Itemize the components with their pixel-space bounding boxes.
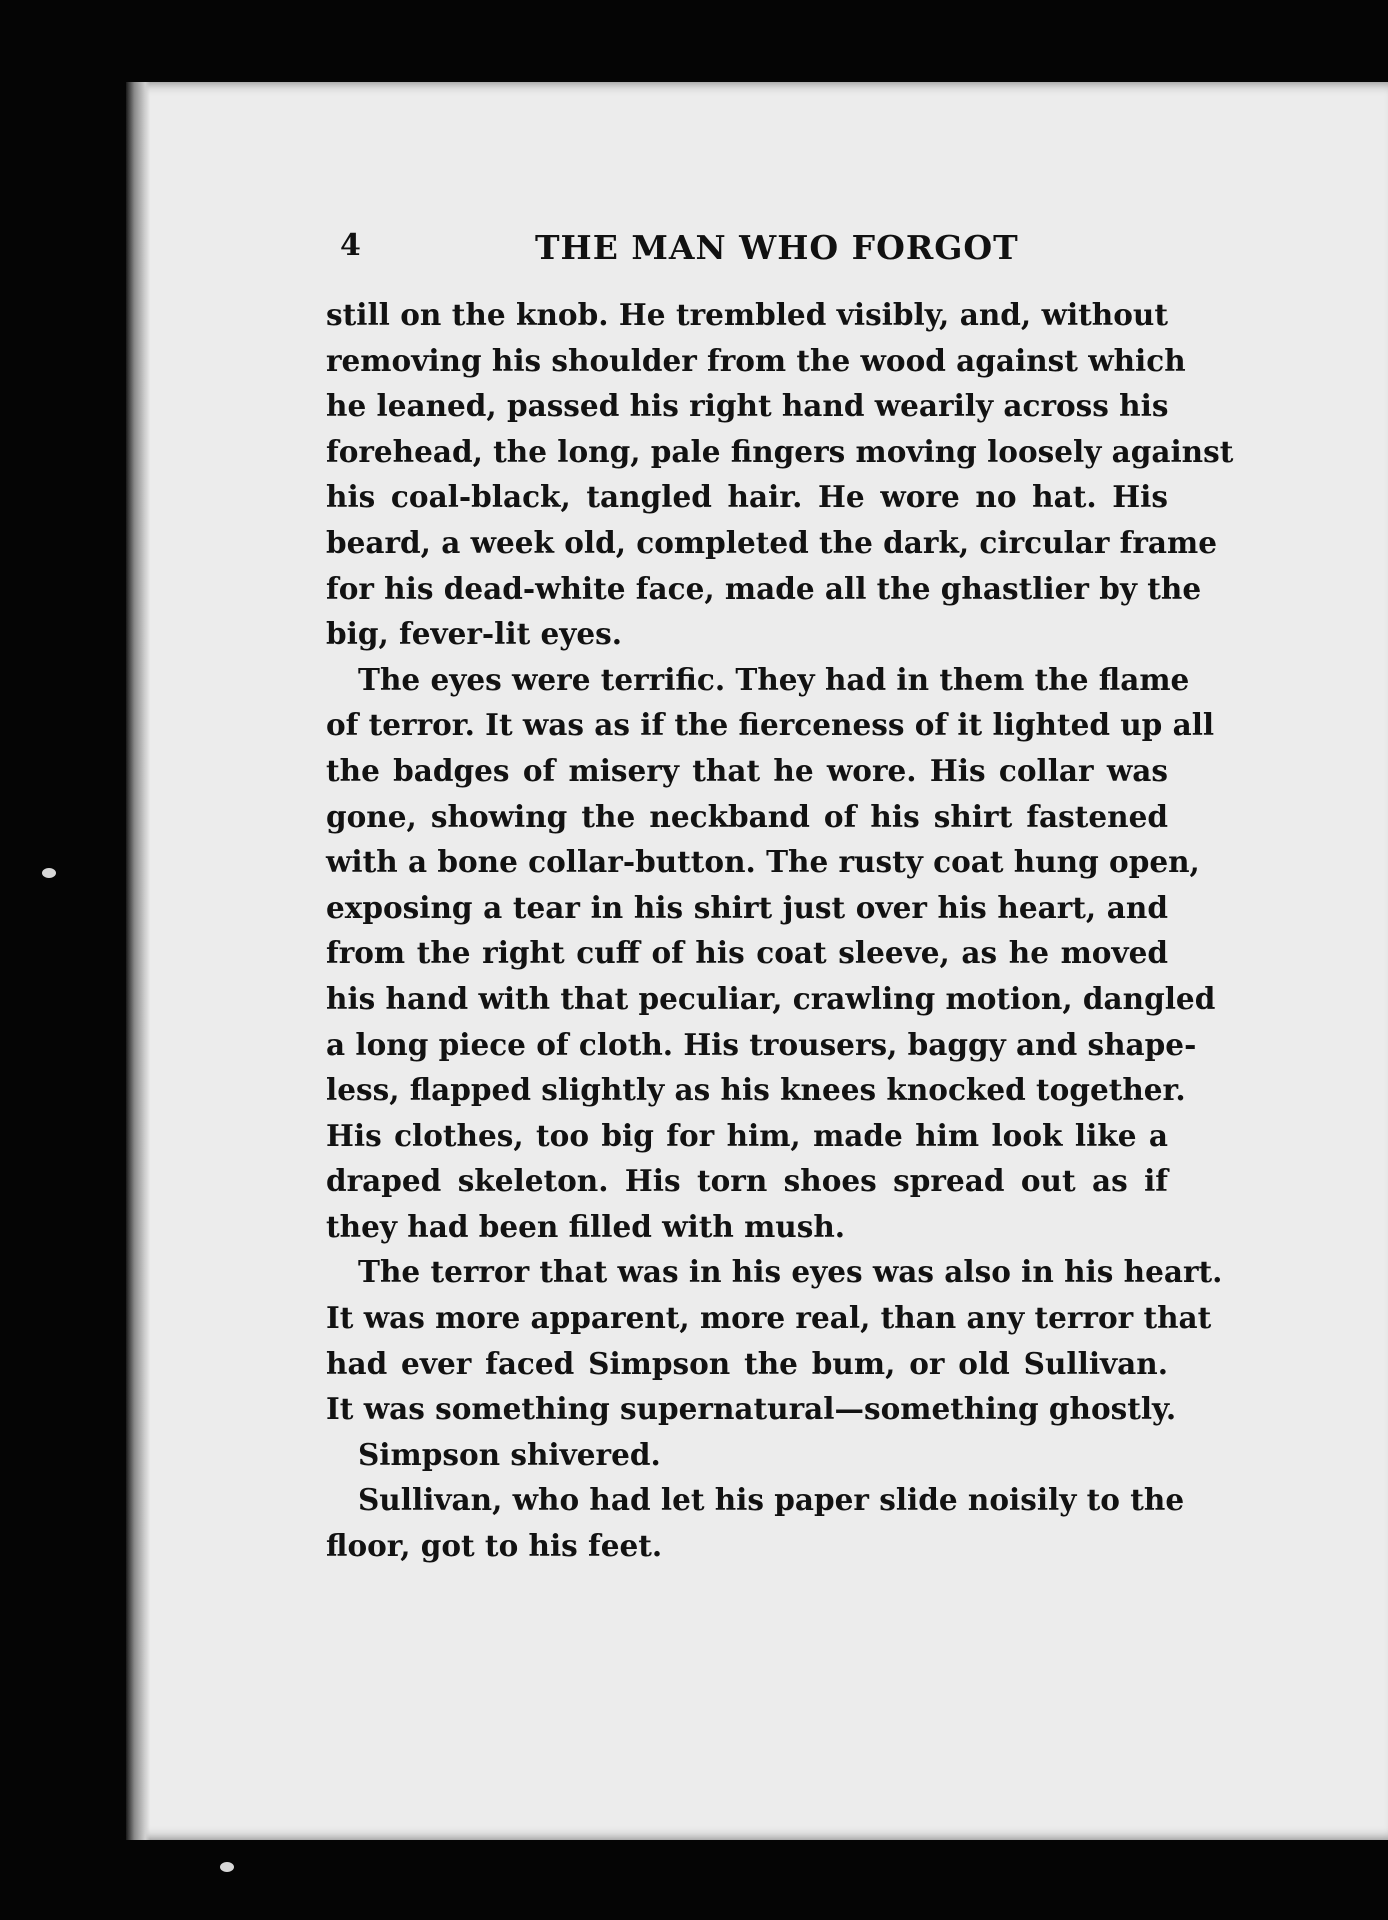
running-title: THE MAN WHO FORGOT xyxy=(535,228,1019,267)
text-line: Simpson shivered. xyxy=(358,1436,661,1472)
text-line: forehead, the long, pale fingers moving loosely against xyxy=(326,433,1234,469)
text-line: The terror that was in his eyes was also in his heart. xyxy=(358,1254,1223,1290)
text-line: they had been filled with mush. xyxy=(326,1208,846,1244)
text-line: the badges of misery that he wore. His collar was xyxy=(326,752,1168,788)
text-line: gone, showing the neckband of his shirt fastened xyxy=(326,798,1168,834)
text-line: his coal-black, tangled hair. He wore no hat. His xyxy=(326,479,1168,515)
text-line: It was more apparent, more real, than any terror that xyxy=(326,1300,1212,1336)
scan-speck xyxy=(220,1862,234,1872)
text-line: floor, got to his feet. xyxy=(326,1528,663,1564)
text-line: His clothes, too big for him, made him look like a xyxy=(326,1117,1168,1153)
text-line: he leaned, passed his right hand wearily across his xyxy=(326,388,1169,424)
text-line: Sullivan, who had let his paper slide noisily to the xyxy=(358,1482,1185,1518)
text-line: with a bone collar-button. The rusty coat hung open, xyxy=(326,844,1200,880)
text-line: his hand with that peculiar, crawling motion, dangled xyxy=(326,980,1216,1016)
text-line: big, fever-lit eyes. xyxy=(326,616,623,652)
text-line: had ever faced Simpson the bum, or old Sullivan. xyxy=(326,1345,1168,1381)
text-line: less, flapped slightly as his knees knocked together. xyxy=(326,1072,1186,1108)
running-header xyxy=(340,228,1180,274)
text-line: from the right cuff of his coat sleeve, as he moved xyxy=(326,935,1168,971)
text-line: of terror. It was as if the fierceness of it lighted up all xyxy=(326,707,1215,743)
scan-speck xyxy=(42,868,56,878)
text-line: a long piece of cloth. His trousers, baggy and shape- xyxy=(326,1026,1197,1062)
text-line: beard, a week old, completed the dark, circular frame xyxy=(326,524,1218,560)
text-line: exposing a tear in his shirt just over his heart, and xyxy=(326,889,1168,925)
text-line: draped skeleton. His torn shoes spread out as if xyxy=(326,1163,1168,1199)
text-line: The eyes were terrific. They had in them the flame xyxy=(358,661,1190,697)
text-line: removing his shoulder from the wood against which xyxy=(326,342,1186,378)
page-gutter-shadow xyxy=(126,82,150,1840)
text-line: It was something supernatural—something ghostly. xyxy=(326,1391,1177,1427)
page-number: 4 xyxy=(340,228,361,263)
text-line: for his dead-white face, made all the ghastlier by the xyxy=(326,570,1202,606)
body-text xyxy=(326,292,1234,1569)
text-line: still on the knob. He trembled visibly, and, without xyxy=(326,297,1168,332)
